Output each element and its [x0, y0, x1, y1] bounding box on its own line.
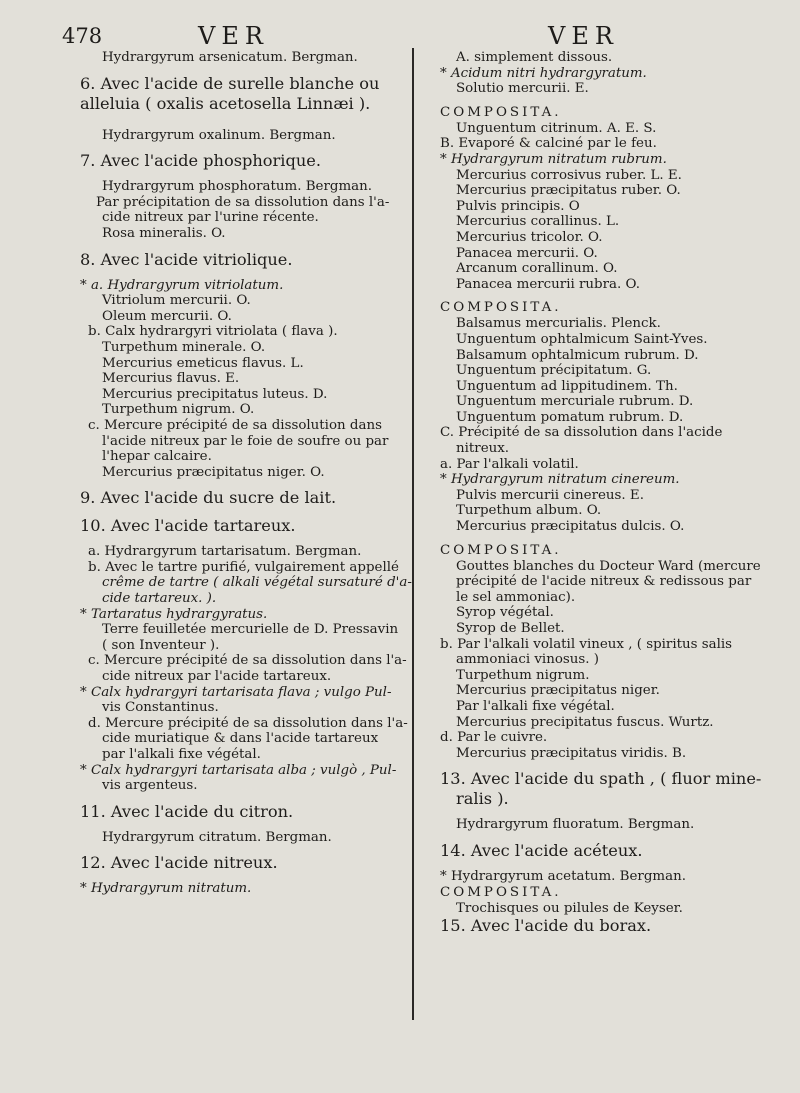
text-line: * Hydrargyrum acetatum. Bergman. [440, 868, 686, 884]
text-line: d. Par le cuivre. [440, 730, 548, 746]
text-line: * Hydrargyrum nitratum. [80, 881, 252, 897]
section-heading: 14. Avec l'acide acéteux. [440, 840, 643, 860]
text-line: Mercurius precipitatus fuscus. Wurtz. [456, 714, 714, 730]
composita-heading: COMPOSITA. [440, 300, 562, 316]
text-line: vis argenteus. [102, 778, 198, 794]
text-line: Mercurius corrosivus ruber. L. E. [456, 167, 682, 183]
text-line: a. Par l'alkali volatil. [440, 456, 579, 472]
text-line: b. Par l'alkali volatil vineux , ( spiritus salis [440, 636, 733, 652]
text-line: c. Mercure précipité de sa dissolution dans l'a- [88, 653, 407, 669]
text-line: B. Evaporé & calciné par le feu. [440, 136, 657, 152]
column-divider [412, 48, 414, 1020]
section-heading: 8. Avec l'acide vitriolique. [80, 249, 293, 269]
section-heading: alleluia ( oxalis acetosella Linnæi ). [80, 93, 371, 113]
text-line: * Tartaratus hydrargyratus. [80, 606, 268, 622]
text-line: Balsamum ophtalmicum rubrum. D. [456, 347, 699, 363]
spacer [80, 242, 405, 250]
text-line: Solutio mercurii. E. [456, 81, 589, 97]
text-line: Turpethum nigrum. [456, 667, 590, 683]
page-number: 478 [62, 24, 103, 48]
section-heading: 7. Avec l'acide phosphorique. [80, 151, 321, 171]
text-line: nitreux. [456, 441, 510, 457]
text-line: Mercurius tricolor. O. [456, 229, 603, 245]
text-line: b. Calx hydrargyri vitriolata ( flava ). [88, 324, 338, 340]
text-line: Balsamus mercurialis. Plenck. [456, 316, 661, 332]
text-line: Par précipitation de sa dissolution dans l'a- [96, 194, 390, 210]
spacer [80, 508, 405, 516]
text-line: Mercurius emeticus flavus. L. [102, 355, 304, 371]
text-line: Hydrargyrum oxalinum. Bergman. [102, 127, 336, 143]
spacer [80, 270, 405, 278]
text-line: Mercurius præcipitatus dulcis. O. [456, 519, 685, 535]
text-line: * a. Hydrargyrum vitriolatum. [80, 277, 284, 293]
text-line: Mercurius corallinus. L. [456, 214, 620, 230]
spacer [80, 845, 405, 853]
spacer [440, 97, 775, 105]
text-line: cide tartareux. ). [102, 591, 217, 607]
section-heading: 15. Avec l'acide du borax. [440, 916, 652, 936]
text-line: par l'alkali fixe végétal. [102, 747, 261, 762]
spacer [440, 535, 775, 543]
text-line: Hydrargyrum phosphoratum. Bergman. [102, 179, 373, 195]
text-line: cide nitreux par l'urine récente. [102, 210, 319, 226]
text-line: Mercurius precipitatus luteus. D. [102, 386, 328, 402]
text-line: Syrop de Bellet. [456, 621, 565, 636]
spacer [440, 809, 775, 817]
spacer [80, 822, 405, 830]
text-line: Oleum mercurii. O. [102, 308, 232, 324]
section-heading: 6. Avec l'acide de surelle blanche ou [80, 73, 380, 93]
text-line: Unguentum mercuriale rubrum. D. [456, 394, 694, 410]
text-line: Gouttes blanches du Docteur Ward (mercure [456, 558, 761, 574]
text-line: Unguentum précipitatum. G. [456, 363, 652, 379]
text-line: Unguentum ophtalmicum Saint-Yves. [456, 331, 708, 347]
text-line: Mercurius præcipitatus niger. O. [102, 464, 325, 480]
spacer [440, 761, 775, 769]
section-heading: 13. Avec l'acide du spath , ( fluor mine- [440, 769, 762, 789]
text-line: Mercurius præcipitatus viridis. B. [456, 745, 687, 761]
section-heading: ralis ). [456, 789, 509, 809]
spacer [440, 861, 775, 869]
spacer [80, 171, 405, 179]
text-line: crême de tartre ( alkali végétal sursaturé d'a- [102, 575, 412, 591]
text-line: Hydrargyrum citratum. Bergman. [102, 829, 332, 845]
text-line: Terre feuilletée mercurielle de D. Pressavin [102, 622, 399, 638]
text-line: Mercurius flavus. E. [102, 371, 240, 387]
text-line: Rosa mineralis. O. [102, 225, 226, 241]
text-line: * Acidum nitri hydrargyratum. [440, 65, 647, 81]
text-line: Mercurius præcipitatus ruber. O. [456, 183, 681, 199]
running-head-left: VER [198, 22, 269, 50]
spacer [80, 536, 405, 544]
text-line: * Hydrargyrum nitratum rubrum. [440, 151, 667, 167]
composita-heading: COMPOSITA. [440, 542, 562, 558]
text-line: Hydrargyrum fluoratum. Bergman. [456, 817, 695, 833]
text-line: Par l'alkali fixe végétal. [456, 698, 615, 714]
text-line: * Hydrargyrum nitratum cinereum. [440, 472, 680, 488]
text-line: Turpethum album. O. [456, 503, 602, 519]
text-line: Syrop végétal. [456, 605, 554, 621]
text-line: Unguentum ad lippitudinem. Th. [456, 378, 678, 394]
text-line: d. Mercure précipité de sa dissolution dans l'a- [88, 715, 408, 731]
text-line: Mercurius præcipitatus niger. [456, 683, 660, 699]
text-line: Vitriolum mercurii. O. [102, 293, 251, 309]
text-line: l'hepar calcaire. [102, 449, 212, 465]
text-line: l'acide nitreux par le foie de soufre ou par [102, 433, 389, 449]
section-heading: 10. Avec l'acide tartareux. [80, 516, 296, 536]
spacer [440, 833, 775, 841]
text-line: Panacea mercurii. O. [456, 245, 598, 261]
section-heading: 9. Avec l'acide du sucre de lait. [80, 488, 337, 508]
text-line: * Calx hydrargyri tartarisata flava ; vulgo Pul- [80, 684, 392, 700]
text-line: cide muriatique & dans l'acide tartareux [102, 731, 379, 747]
text-line: Arcanum corallinum. O. [456, 261, 618, 277]
text-line: vis Constantinus. [102, 700, 219, 716]
running-head-right: VER [548, 22, 619, 50]
text-line: précipité de l'acide nitreux & redissous par [456, 574, 752, 590]
spacer [80, 794, 405, 802]
section-heading: 11. Avec l'acide du citron. [80, 801, 294, 821]
text-line: Unguentum citrinum. A. E. S. [456, 120, 657, 136]
spacer [440, 292, 775, 300]
spacer [80, 480, 405, 488]
spacer [80, 143, 405, 151]
text-line: C. Précipité de sa dissolution dans l'acide [440, 425, 723, 441]
composita-heading: COMPOSITA. [440, 884, 562, 900]
composita-heading: COMPOSITA. [440, 104, 562, 120]
text-line: Pulvis principis. O [456, 198, 580, 214]
text-line: ammoniaci vinosus. ) [456, 652, 600, 668]
spacer [80, 114, 405, 128]
text-line: a. Hydrargyrum tartarisatum. Bergman. [88, 544, 362, 560]
spacer [80, 873, 405, 881]
left-column [80, 50, 412, 897]
text-line: Hydrargyrum arsenicatum. Bergman. [102, 50, 358, 65]
text-line: Trochisques ou pilules de Keyser. [456, 900, 683, 916]
text-line: Turpethum minerale. O. [102, 339, 266, 355]
text-line: ( son Inventeur ). [102, 637, 220, 653]
text-line: Turpethum nigrum. O. [102, 402, 255, 418]
text-line: cide nitreux par l'acide tartareux. [102, 669, 332, 685]
text-line: le sel ammoniac). [456, 589, 576, 605]
text-line: Unguentum pomatum rubrum. D. [456, 409, 684, 425]
text-line: Panacea mercurii rubra. O. [456, 276, 640, 292]
text-line: b. Avec le tartre purifié, vulgairement appellé [88, 559, 399, 575]
spacer [80, 66, 405, 74]
right-column [440, 50, 775, 936]
text-line: Pulvis mercurii cinereus. E. [456, 487, 644, 503]
text-line: * Calx hydrargyri tartarisata alba ; vulgò , Pul- [80, 762, 397, 778]
text-line: c. Mercure précipité de sa dissolution dans [88, 417, 382, 433]
section-heading: 12. Avec l'acide nitreux. [80, 853, 278, 873]
text-line: A. simplement dissous. [456, 50, 613, 65]
